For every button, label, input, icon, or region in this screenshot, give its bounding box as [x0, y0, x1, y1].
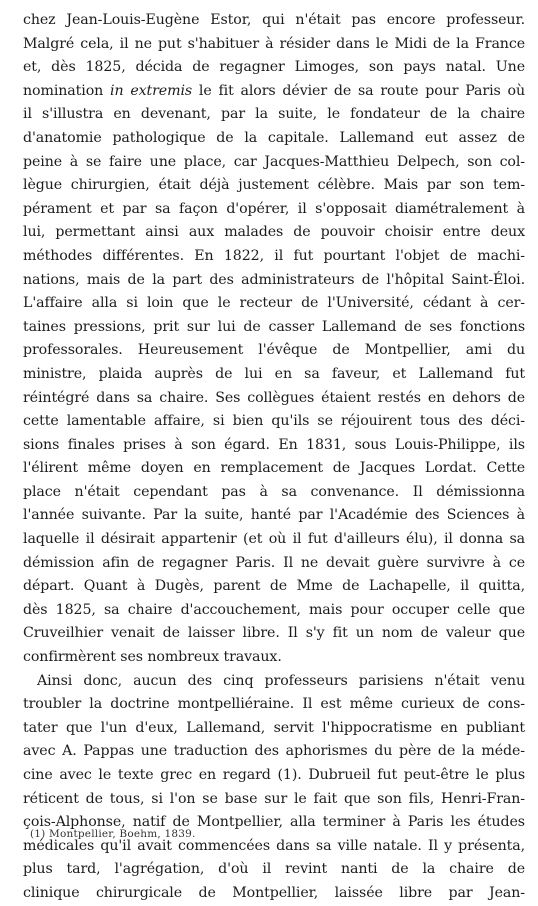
text-line: dès 1825, sa chaire d'accouchement, mais pour occuper celle que — [23, 601, 525, 618]
text-line: tater que l'un d'eux, Lallemand, servit l'hippocratisme en publiant — [23, 719, 525, 736]
text-line: réticent de tous, si l'on se base sur le fait que son fils, Henri-Fran- — [23, 790, 525, 807]
text-line-with-italic: nomination in extremis le fit alors dévier de sa route pour Paris où — [23, 82, 525, 99]
text-line: et, dès 1825, décida de regagner Limoges, son pays natal. Une — [23, 59, 525, 76]
text-line: taines pressions, prit sur lui de casser Lallemand de ses fonctions — [23, 318, 525, 335]
text-line: médicales qu'il avait commencées dans sa ville natale. Il y présenta, — [23, 837, 525, 854]
text-line: départ. Quant à Dugès, parent de Mme de Lachapelle, il quitta, — [23, 578, 525, 595]
text-line: ministre, plaida auprès de lui en sa faveur, et Lallemand fut — [23, 365, 525, 382]
text-line: professorales. Heureusement l'évêque de Montpellier, ami du — [23, 342, 525, 359]
text-line: pérament et par sa façon d'opérer, il s'opposait diamétralement à — [23, 200, 525, 217]
text-line: troubler la doctrine montpelliéraine. Il est même curieux de cons- — [23, 696, 525, 713]
footnote: (1) Montpellier, Boehm, 1839. — [30, 828, 196, 840]
text-line: laquelle il désirait appartenir (et où il fut d'ailleurs élu), il donna sa — [23, 531, 525, 548]
text-line: démission afin de regagner Paris. Il ne devait guère survivre à ce — [23, 554, 525, 571]
body-text — [23, 9, 525, 906]
text-line: chez Jean-Louis-Eugène Estor, qui n'était pas encore professeur. — [23, 12, 525, 28]
paragraph-end-line: confirmèrent ses nombreux travaux. — [23, 649, 282, 666]
text-line: méthodes différentes. En 1822, il fut pourtant l'objet de machi- — [23, 247, 525, 264]
text-line: l'année suivante. Par la suite, hanté par l'Académie des Sciences à — [23, 507, 525, 524]
italic-phrase: in extremis — [110, 82, 193, 99]
text-line: cine avec le texte grec en regard (1). Dubrueil fut peut-être le plus — [23, 767, 525, 783]
page-body — [23, 9, 525, 906]
text-line: d'anatomie pathologique de la capitale. Lallemand eut assez de — [23, 129, 525, 146]
text-line: L'affaire alla si loin que le recteur de l'Université, cédant à cer- — [23, 295, 525, 312]
text-line: avec A. Pappas une traduction des aphorismes du père de la méde- — [23, 743, 525, 760]
text-line: cette lamentable affaire, si bien qu'ils se réjouirent tous des déci- — [23, 413, 525, 430]
text-line: peine à se faire une place, car Jacques-Matthieu Delpech, son col- — [23, 153, 525, 170]
text-line: nations, mais de la part des administrateurs de l'hôpital Saint-Éloi. — [23, 271, 525, 288]
text-line: çois-Alphonse, natif de Montpellier, alla terminer à Paris les études — [23, 814, 525, 831]
text-line: il s'illustra en devenant, par la suite, le fondateur de la chaire — [23, 106, 525, 123]
paragraph-start-line: Ainsi donc, aucun des cinq professeurs parisiens n'était venu — [37, 672, 525, 689]
text-line: l'élirent même doyen en remplacement de Jacques Lordat. Cette — [23, 460, 525, 477]
text-line: sions finales prises à son égard. En 1831, sous Louis-Philippe, ils — [23, 436, 525, 453]
text-line: lègue chirurgien, était déjà justement célèbre. Mais par son tem- — [23, 177, 525, 194]
text-line: Cruveilhier venait de laisser libre. Il s'y fit un nom de valeur que — [23, 625, 525, 642]
text-line: clinique chirurgicale de Montpellier, laissée libre par Jean- — [23, 884, 525, 901]
text-line: réintégré dans sa chaire. Ses collègues étaient restés en dehors de — [23, 389, 525, 406]
text-line: lui, permettant ainsi aux malades de pouvoir choisir entre deux — [23, 224, 525, 241]
text-line: Malgré cela, il ne put s'habituer à résider dans le Midi de la France — [23, 35, 525, 52]
text-line: place n'était cependant pas à sa convenance. Il démissionna — [23, 483, 525, 500]
text-line: plus tard, l'agrégation, d'où il revint nanti de la chaire de — [23, 861, 525, 878]
